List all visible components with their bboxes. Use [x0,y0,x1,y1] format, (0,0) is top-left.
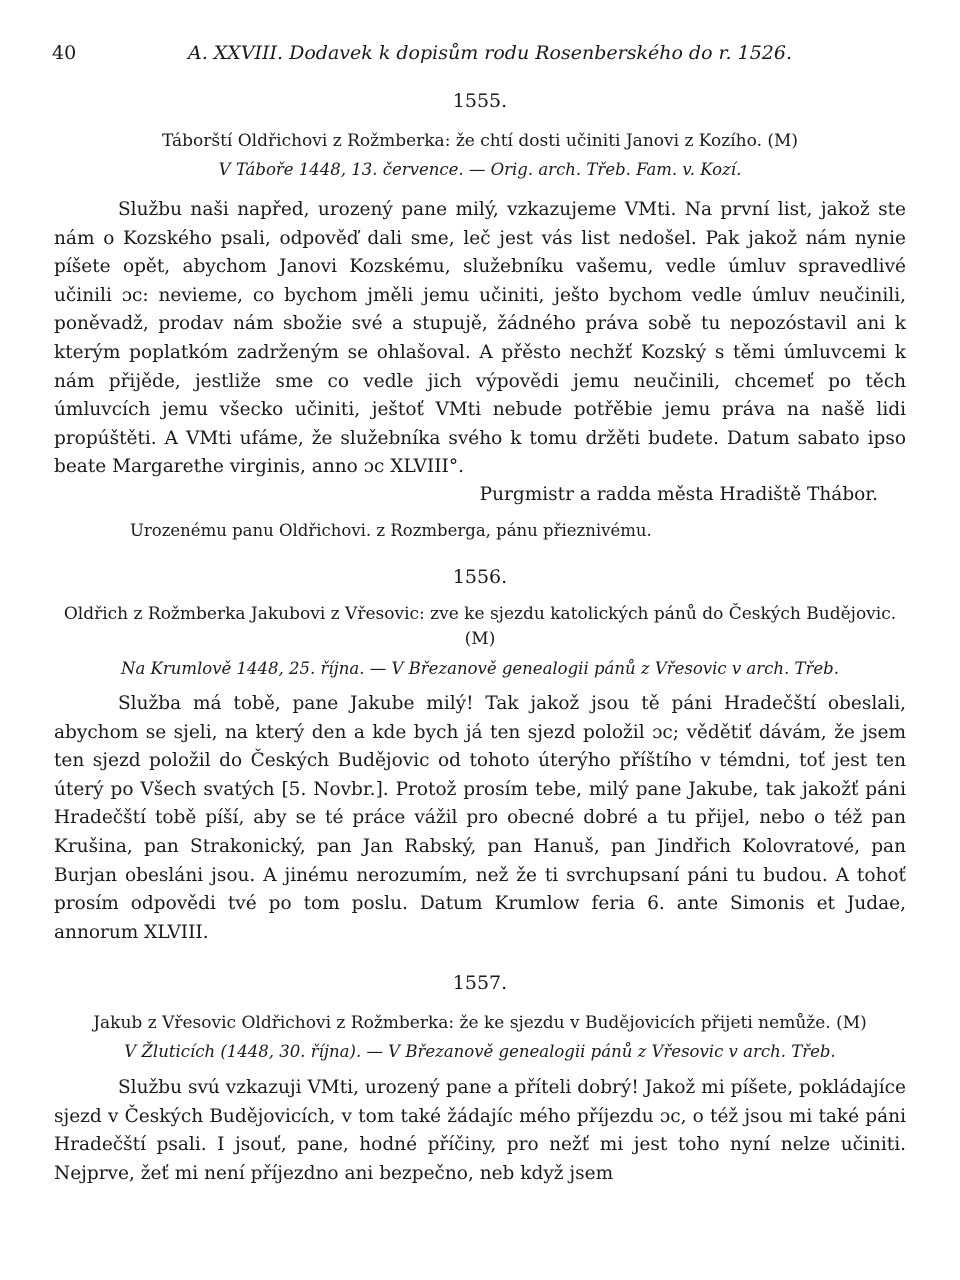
document-address [54,521,906,540]
document-number-text: 1555. [452,90,508,112]
document-number-text: 1556. [452,566,508,588]
document-summary-text: Oldřich z Rožmberka Jakubovi z Vřesovic: zve ke sjezdu katolických pánů do Českých Budějovic. (M) [63,604,897,649]
document-summary-text: Táborští Oldřichovi z Rožmberka: že chtí dosti učiniti Janovi z Kozího. (M) [161,131,799,151]
document-summary [54,1011,906,1036]
document-summary [54,129,906,154]
document-source-text: Na Krumlově 1448, 25. října. — V Březanově genealogii pánů z Vřesovic v arch. Třeb. [121,659,839,678]
page-header [52,42,908,72]
document-source-text: V Táboře 1448, 13. července. — Orig. arch. Třeb. Fam. v. Kozí. [218,160,742,179]
address-text: Urozenému panu Oldřichovi. z Rozmberga, pánu přieznivému. [130,521,652,540]
document-number [54,90,906,112]
document-body [54,196,906,482]
signature-text: Purgmistr a radda města Hradiště Thábor. [479,484,878,505]
document-source [54,160,906,179]
document-source [54,1042,906,1061]
document-source [54,659,906,678]
document-summary [54,602,906,652]
letter-text: Službu naši napřed, urozený pane milý, vzkazujeme VMti. Na první list, jakož ste nám o Kozského psali, odpověď dali sme, leč jest vás list nedošel. Pak jakož nám nynie píšete opět, abychom Janovi Kozskému, služebníku vašemu, vedle úmluv spravedlivé učinili ɔc: nevieme, co bychom jměli jemu učiniti, ješto bychom vedle úmluv neučinili, poněvadž, prodav nám sbožie své a stupujě, žádného práva sobě tu nepozóstavil ani k kterým poplatkóm zadrženým se ohlašoval. A přěsto nechžť Kozský s těmi úmluvcemi k nám přijěde, jestliže sme co vedle jich výpovědi jemu neučinili, chcemeť po těch úmluvcích jemu všecko učiniti, ještoť VMti nebude potřěbie jemu práva na našě lidi propúštěti. A VMti ufáme, že služebníka svého k tomu držěti budete. Datum sabato ipso beate Margarethe virginis, anno ɔc XLVIII°. [54,199,906,478]
letter-text: Služba má tobě, pane Jakube milý! Tak jakož jsou tě páni Hradečští obeslali, abychom se sjeli, na který den a kde bych já ten sjezd položil ɔc; vědětiť dávám, že jsem ten sjezd položil do Českých Budějovic od tohoto úterýho příštího v témdni, toť jest ten úterý po Všech svatých [5. Novbr.]. Protož prosím tebe, milý pane Jakube, tak jakožť páni Hradečští tobě píší, aby se té práce vážil pro obecné dobré a tu přijel, nebo o též pan Krušina, pan Strakonický, pan Jan Rabský, pan Hanuš, pan Jindřich Kolovratové, pan Burjan obesláni jsou. A jinému nerozumím, než že ti svrchupsaní páni tu budou. A tohoť prosím odpovědi tvé po tom poslu. Datum Krumlow feria 6. ante Simonis et Judae, annorum XLVIII. [54,693,906,943]
document-number [54,972,906,994]
running-title: A. XXVIII. Dodavek k dopisům rodu Rosenberského do r. 1526. [187,42,793,64]
document-summary-text: Jakub z Vřesovic Oldřichovi z Rožmberka: že ke sjezdu v Budějovicích přijeti nemůže. (M) [93,1013,867,1033]
document-source-text: V Žluticích (1448, 30. října). — V Březanově genealogii pánů z Vřesovic v arch. Třeb. [124,1042,836,1061]
document-number [54,566,906,588]
document-number-text: 1557. [452,972,508,994]
document-body [54,1074,906,1188]
letter-text: Službu svú vzkazuji VMti, urozený pane a příteli dobrý! Jakož mi píšete, pokládajíce sjezd v Českých Budějovicích, v tom také žádajíc mého příjezdu ɔc, o též jsou mi také páni Hradečští psali. I jsouť, pane, hodné příčiny, pro nežť mi jest toho nyní nelze učiniti. Nejprve, žeť mi není příjezdno ani bezpečno, neb když jsem [54,1077,906,1184]
document-signature [54,484,906,505]
document-body [54,690,906,947]
page-number: 40 [52,42,77,64]
